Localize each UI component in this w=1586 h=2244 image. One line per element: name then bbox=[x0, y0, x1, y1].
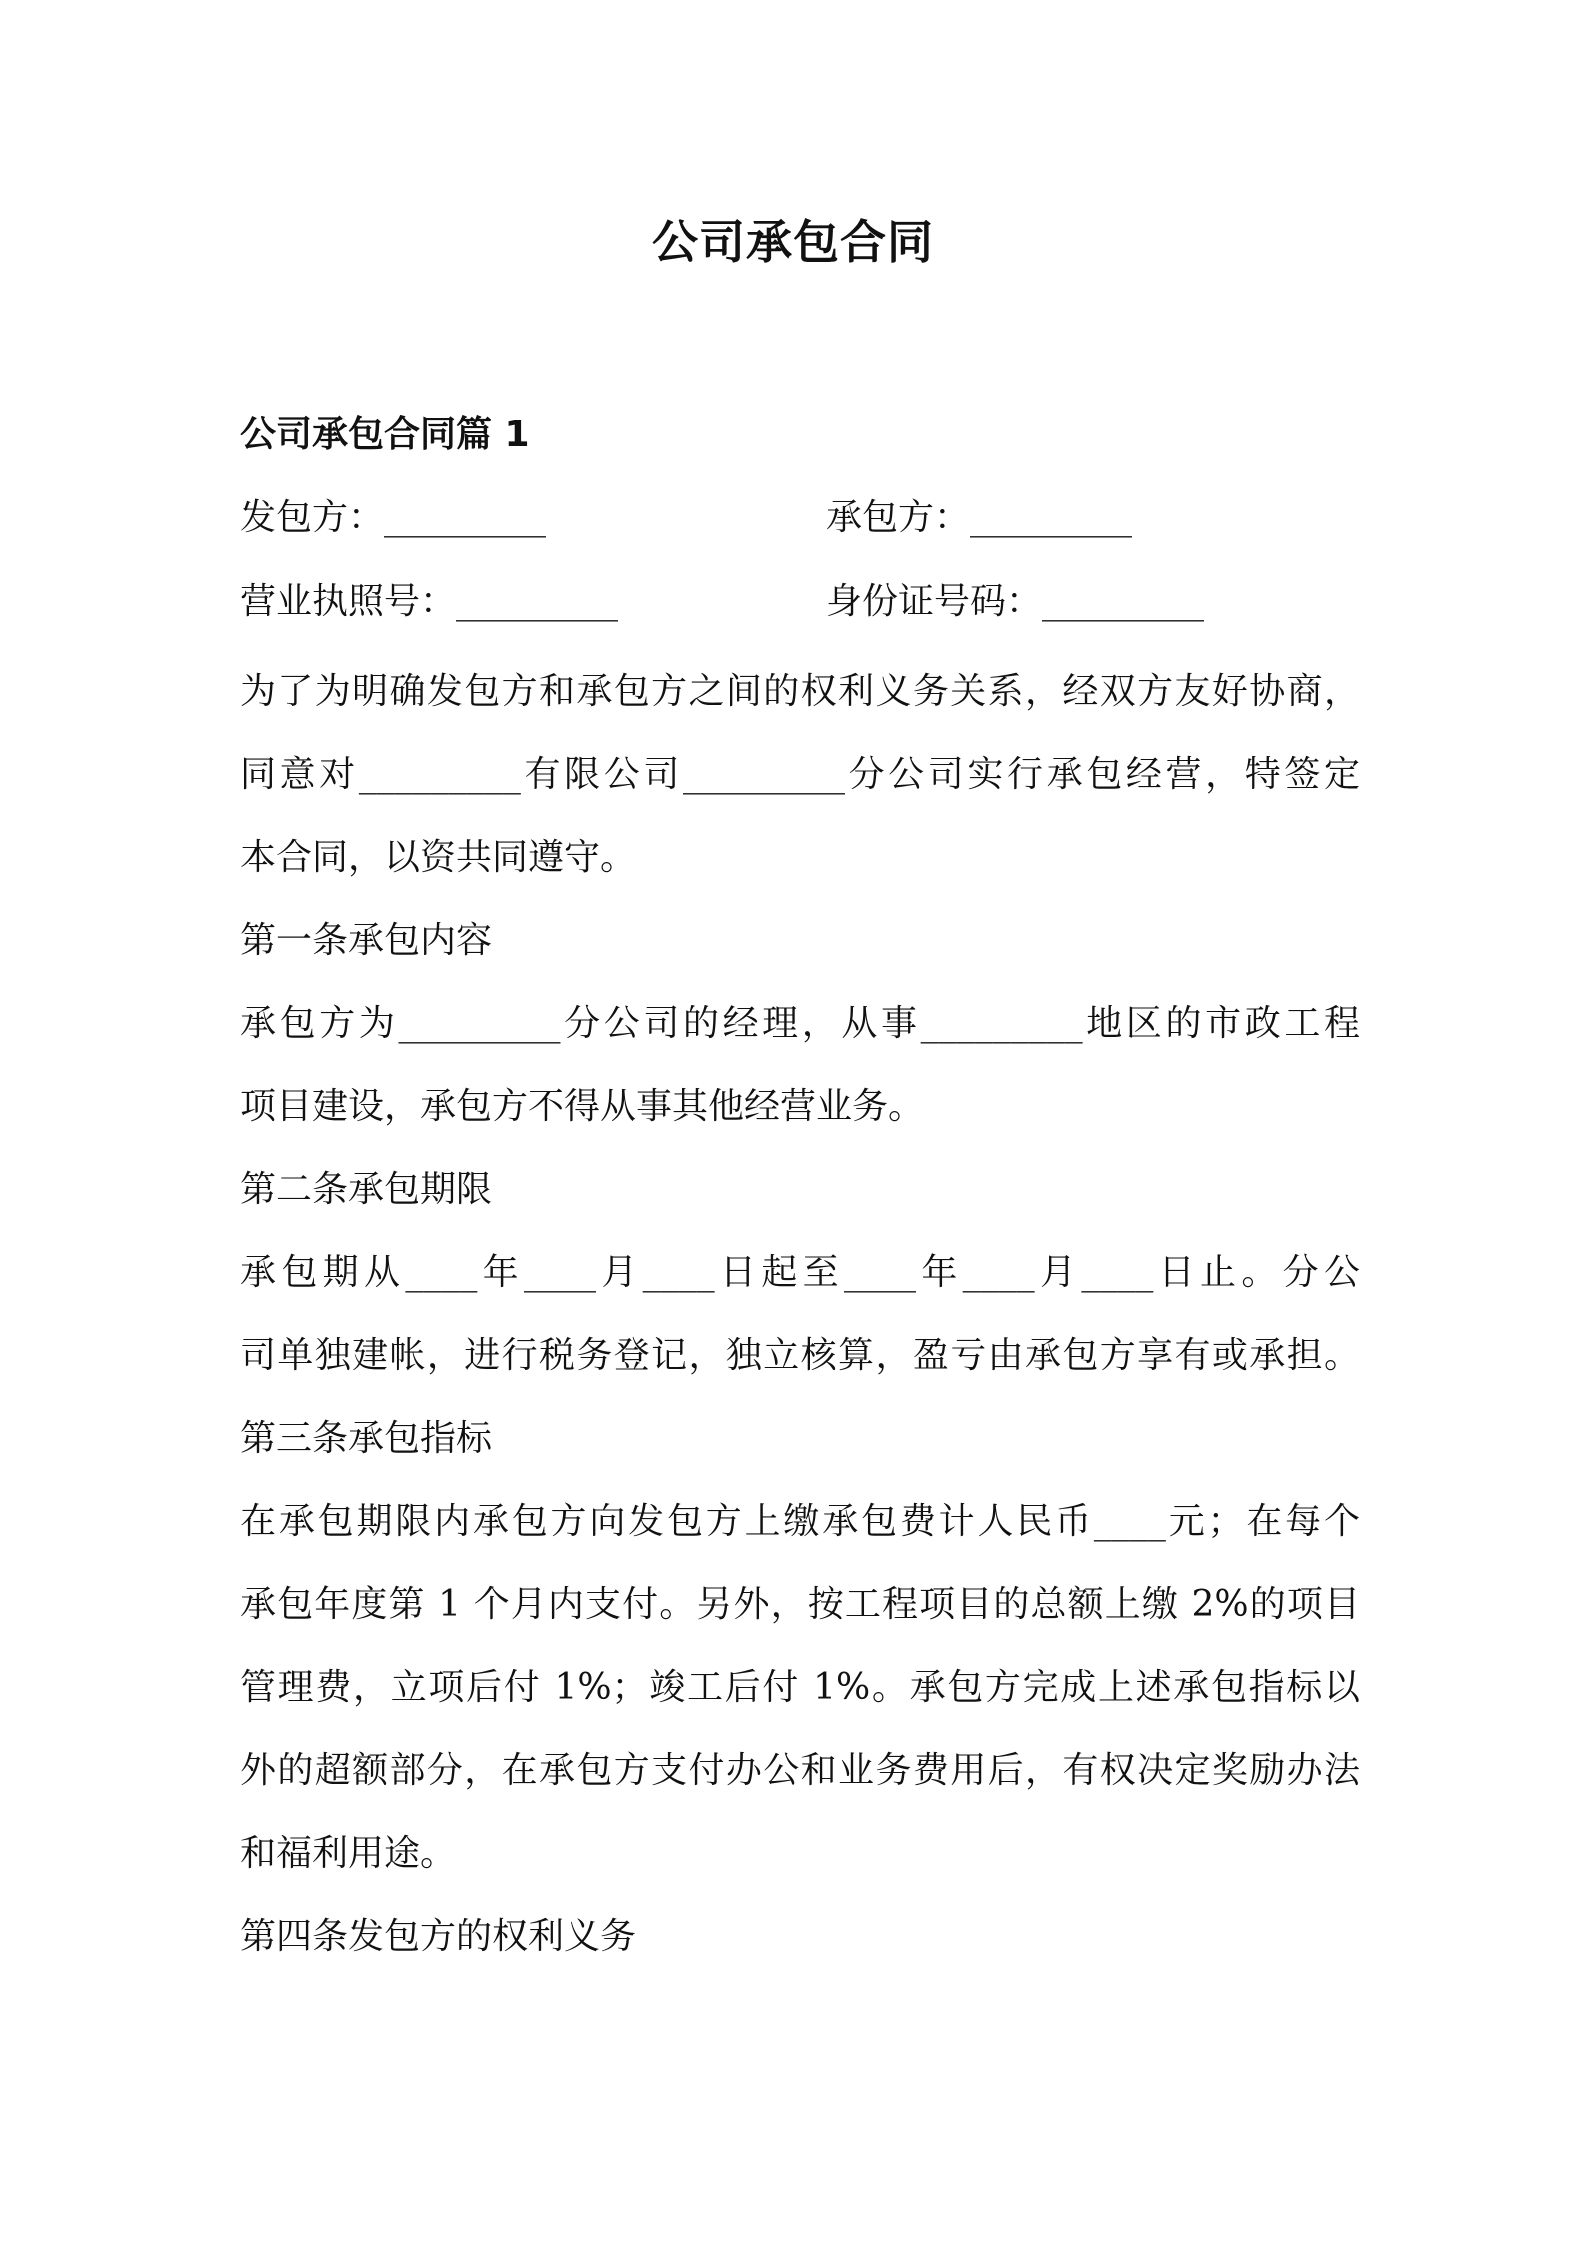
section-heading: 公司承包合同篇 1 bbox=[240, 414, 530, 455]
paragraph-line: 承包方为_________分公司的经理，从事_________地区的市政工程 bbox=[240, 1003, 1360, 1044]
paragraph-line: 在承包期限内承包方向发包方上缴承包费计人民币____元；在每个 bbox=[240, 1501, 1360, 1542]
paragraph-line: 本合同，以资共同遵守。 bbox=[240, 837, 637, 878]
paragraph-line: 外的超额部分，在承包方支付办公和业务费用后，有权决定奖励办法 bbox=[240, 1750, 1360, 1791]
paragraph-line: 项目建设，承包方不得从事其他经营业务。 bbox=[240, 1086, 925, 1127]
paragraph-line: 承包年度第 1 个月内支付。另外，按工程项目的总额上缴 2%的项目 bbox=[240, 1584, 1360, 1625]
paragraph-line: 和福利用途。 bbox=[240, 1833, 457, 1874]
issuer-field: 发包方：_________ bbox=[240, 497, 547, 538]
article-heading: 第三条承包指标 bbox=[240, 1418, 493, 1459]
article-heading: 第二条承包期限 bbox=[240, 1169, 493, 1210]
id-row bbox=[240, 574, 1350, 630]
paragraph-line: 同意对_________有限公司_________分公司实行承包经营，特签定 bbox=[240, 754, 1360, 795]
paragraph-line: 司单独建帐，进行税务登记，独立核算，盈亏由承包方享有或承担。 bbox=[240, 1335, 1360, 1376]
paragraph-line: 管理费，立项后付 1%；竣工后付 1%。承包方完成上述承包指标以 bbox=[240, 1667, 1360, 1708]
paragraph-line: 承包期从____年____月____日起至____年____月____日止。分公 bbox=[240, 1252, 1360, 1293]
contractor-field: 承包方：_________ bbox=[826, 497, 1133, 538]
document-title: 公司承包合同 bbox=[652, 215, 934, 269]
paragraph-line: 为了为明确发包方和承包方之间的权利义务关系，经双方友好协商， bbox=[240, 671, 1360, 712]
party-row bbox=[240, 490, 1350, 546]
contract-body bbox=[240, 650, 1360, 1978]
article-heading: 第四条发包方的权利义务 bbox=[240, 1916, 637, 1957]
id-number-field: 身份证号码：_________ bbox=[826, 581, 1205, 622]
article-heading: 第一条承包内容 bbox=[240, 920, 493, 961]
license-field: 营业执照号：_________ bbox=[240, 581, 619, 622]
